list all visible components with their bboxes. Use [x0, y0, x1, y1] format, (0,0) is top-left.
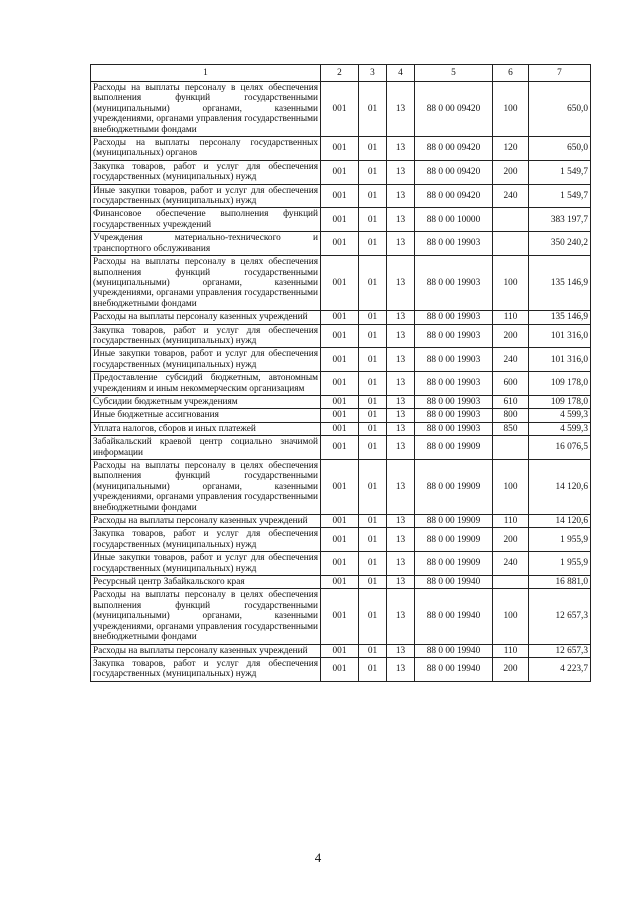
row-name-cell: Расходы на выплаты персоналу государственных (муниципальных) органов — [91, 137, 321, 161]
ministry-code-cell: 001 — [321, 576, 359, 589]
header-col-2: 2 — [321, 65, 359, 82]
amount-cell: 16 076,5 — [529, 436, 591, 460]
expense-type-cell: 240 — [493, 184, 529, 208]
expense-type-cell: 110 — [493, 515, 529, 528]
amount-cell: 135 146,9 — [529, 256, 591, 311]
expense-type-cell: 610 — [493, 395, 529, 408]
row-name-cell: Предоставление субсидий бюджетным, автономным учреждениям и иным некоммерческим организациям — [91, 372, 321, 396]
amount-cell: 12 657,3 — [529, 644, 591, 657]
table-row — [91, 552, 591, 576]
amount-cell: 109 178,0 — [529, 395, 591, 408]
table-row — [91, 311, 591, 324]
target-article-cell: 88 0 00 19909 — [415, 552, 493, 576]
section-code-cell: 01 — [359, 395, 387, 408]
ministry-code-cell: 001 — [321, 372, 359, 396]
expense-type-cell — [493, 232, 529, 256]
table-row — [91, 82, 591, 137]
table-row — [91, 576, 591, 589]
amount-cell: 1 955,9 — [529, 528, 591, 552]
table-row — [91, 137, 591, 161]
table-row — [91, 348, 591, 372]
target-article-cell: 88 0 00 19940 — [415, 576, 493, 589]
section-code-cell: 01 — [359, 208, 387, 232]
row-name-cell: Учреждения материально-технического и транспортного обслуживания — [91, 232, 321, 256]
budget-table — [90, 64, 591, 682]
header-col-4: 4 — [387, 65, 415, 82]
section-code-cell: 01 — [359, 657, 387, 681]
subsection-code-cell: 13 — [387, 184, 415, 208]
section-code-cell: 01 — [359, 232, 387, 256]
table-row — [91, 232, 591, 256]
subsection-code-cell: 13 — [387, 460, 415, 515]
ministry-code-cell: 001 — [321, 644, 359, 657]
target-article-cell: 88 0 00 19903 — [415, 395, 493, 408]
section-code-cell: 01 — [359, 160, 387, 184]
target-article-cell: 88 0 00 19909 — [415, 460, 493, 515]
section-code-cell: 01 — [359, 552, 387, 576]
section-code-cell: 01 — [359, 372, 387, 396]
ministry-code-cell: 001 — [321, 256, 359, 311]
ministry-code-cell: 001 — [321, 82, 359, 137]
target-article-cell: 88 0 00 19909 — [415, 528, 493, 552]
section-code-cell: 01 — [359, 436, 387, 460]
amount-cell: 101 316,0 — [529, 348, 591, 372]
amount-cell: 650,0 — [529, 82, 591, 137]
amount-cell: 14 120,6 — [529, 460, 591, 515]
ministry-code-cell: 001 — [321, 552, 359, 576]
target-article-cell: 88 0 00 09420 — [415, 184, 493, 208]
expense-type-cell: 200 — [493, 657, 529, 681]
ministry-code-cell: 001 — [321, 460, 359, 515]
expense-type-cell — [493, 436, 529, 460]
section-code-cell: 01 — [359, 184, 387, 208]
amount-cell: 1 549,7 — [529, 184, 591, 208]
amount-cell: 101 316,0 — [529, 324, 591, 348]
table-row — [91, 372, 591, 396]
subsection-code-cell: 13 — [387, 422, 415, 435]
row-name-cell: Иные закупки товаров, работ и услуг для обеспечения государственных (муниципальных) нужд — [91, 348, 321, 372]
table-row — [91, 256, 591, 311]
subsection-code-cell: 13 — [387, 528, 415, 552]
ministry-code-cell: 001 — [321, 589, 359, 644]
header-col-1: 1 — [91, 65, 321, 82]
table-row — [91, 184, 591, 208]
table-row — [91, 644, 591, 657]
ministry-code-cell: 001 — [321, 348, 359, 372]
expense-type-cell: 850 — [493, 422, 529, 435]
expense-type-cell: 200 — [493, 324, 529, 348]
expense-type-cell: 120 — [493, 137, 529, 161]
row-name-cell: Закупка товаров, работ и услуг для обеспечения государственных (муниципальных) нужд — [91, 160, 321, 184]
page-number: 4 — [314, 850, 322, 865]
row-name-cell: Расходы на выплаты персоналу в целях обеспечения выполнения функций государственными (муниципальными) органами, казенными учреждениями, органами управления государственными внебюджетными фондами — [91, 589, 321, 644]
subsection-code-cell: 13 — [387, 644, 415, 657]
header-col-3: 3 — [359, 65, 387, 82]
subsection-code-cell: 13 — [387, 589, 415, 644]
subsection-code-cell: 13 — [387, 576, 415, 589]
header-col-5: 5 — [415, 65, 493, 82]
amount-cell: 4 599,3 — [529, 409, 591, 422]
subsection-code-cell: 13 — [387, 160, 415, 184]
subsection-code-cell: 13 — [387, 409, 415, 422]
subsection-code-cell: 13 — [387, 232, 415, 256]
section-code-cell: 01 — [359, 422, 387, 435]
section-code-cell: 01 — [359, 528, 387, 552]
subsection-code-cell: 13 — [387, 436, 415, 460]
ministry-code-cell: 001 — [321, 137, 359, 161]
table-row — [91, 657, 591, 681]
subsection-code-cell: 13 — [387, 324, 415, 348]
expense-type-cell: 100 — [493, 589, 529, 644]
target-article-cell: 88 0 00 19903 — [415, 324, 493, 348]
target-article-cell: 88 0 00 19909 — [415, 436, 493, 460]
table-row — [91, 409, 591, 422]
target-article-cell: 88 0 00 19903 — [415, 232, 493, 256]
row-name-cell: Расходы на выплаты персоналу казенных учреждений — [91, 515, 321, 528]
target-article-cell: 88 0 00 19940 — [415, 657, 493, 681]
amount-cell: 135 146,9 — [529, 311, 591, 324]
section-code-cell: 01 — [359, 409, 387, 422]
target-article-cell: 88 0 00 19940 — [415, 589, 493, 644]
expense-type-cell: 240 — [493, 552, 529, 576]
table-row — [91, 460, 591, 515]
amount-cell: 383 197,7 — [529, 208, 591, 232]
amount-cell: 1 549,7 — [529, 160, 591, 184]
row-name-cell: Забайкальский краевой центр социально значимой информации — [91, 436, 321, 460]
row-name-cell: Иные закупки товаров, работ и услуг для обеспечения государственных (муниципальных) нужд — [91, 184, 321, 208]
ministry-code-cell: 001 — [321, 208, 359, 232]
table-row — [91, 160, 591, 184]
table-row — [91, 324, 591, 348]
subsection-code-cell: 13 — [387, 515, 415, 528]
subsection-code-cell: 13 — [387, 256, 415, 311]
subsection-code-cell: 13 — [387, 137, 415, 161]
expense-type-cell: 110 — [493, 311, 529, 324]
expense-type-cell: 100 — [493, 256, 529, 311]
amount-cell: 4 599,3 — [529, 422, 591, 435]
section-code-cell: 01 — [359, 82, 387, 137]
table-row — [91, 422, 591, 435]
section-code-cell: 01 — [359, 460, 387, 515]
ministry-code-cell: 001 — [321, 311, 359, 324]
subsection-code-cell: 13 — [387, 82, 415, 137]
section-code-cell: 01 — [359, 576, 387, 589]
row-name-cell: Расходы на выплаты персоналу в целях обеспечения выполнения функций государственными (муниципальными) органами, казенными учреждениями, органами управления государственными внебюджетными фондами — [91, 256, 321, 311]
expense-type-cell: 240 — [493, 348, 529, 372]
ministry-code-cell: 001 — [321, 515, 359, 528]
expense-type-cell: 100 — [493, 460, 529, 515]
table-row — [91, 395, 591, 408]
expense-type-cell: 200 — [493, 528, 529, 552]
target-article-cell: 88 0 00 19903 — [415, 409, 493, 422]
target-article-cell: 88 0 00 19903 — [415, 348, 493, 372]
subsection-code-cell: 13 — [387, 395, 415, 408]
target-article-cell: 88 0 00 19903 — [415, 256, 493, 311]
target-article-cell: 88 0 00 19909 — [415, 515, 493, 528]
ministry-code-cell: 001 — [321, 324, 359, 348]
amount-cell: 12 657,3 — [529, 589, 591, 644]
header-col-7: 7 — [529, 65, 591, 82]
expense-type-cell: 100 — [493, 82, 529, 137]
row-name-cell: Расходы на выплаты персоналу казенных учреждений — [91, 644, 321, 657]
ministry-code-cell: 001 — [321, 528, 359, 552]
table-row — [91, 208, 591, 232]
target-article-cell: 88 0 00 19903 — [415, 422, 493, 435]
row-name-cell: Иные закупки товаров, работ и услуг для обеспечения государственных (муниципальных) нужд — [91, 552, 321, 576]
section-code-cell: 01 — [359, 515, 387, 528]
subsection-code-cell: 13 — [387, 208, 415, 232]
amount-cell: 16 881,0 — [529, 576, 591, 589]
row-name-cell: Ресурсный центр Забайкальского края — [91, 576, 321, 589]
ministry-code-cell: 001 — [321, 436, 359, 460]
section-code-cell: 01 — [359, 256, 387, 311]
expense-type-cell: 600 — [493, 372, 529, 396]
ministry-code-cell: 001 — [321, 657, 359, 681]
expense-type-cell: 200 — [493, 160, 529, 184]
ministry-code-cell: 001 — [321, 409, 359, 422]
row-name-cell: Расходы на выплаты персоналу в целях обеспечения выполнения функций государственными (муниципальными) органами, казенными учреждениями, органами управления государственными внебюджетными фондами — [91, 82, 321, 137]
row-name-cell: Закупка товаров, работ и услуг для обеспечения государственных (муниципальных) нужд — [91, 324, 321, 348]
subsection-code-cell: 13 — [387, 372, 415, 396]
target-article-cell: 88 0 00 19903 — [415, 311, 493, 324]
subsection-code-cell: 13 — [387, 552, 415, 576]
amount-cell: 109 178,0 — [529, 372, 591, 396]
row-name-cell: Уплата налогов, сборов и иных платежей — [91, 422, 321, 435]
target-article-cell: 88 0 00 09420 — [415, 82, 493, 137]
subsection-code-cell: 13 — [387, 311, 415, 324]
target-article-cell: 88 0 00 19940 — [415, 644, 493, 657]
section-code-cell: 01 — [359, 137, 387, 161]
ministry-code-cell: 001 — [321, 184, 359, 208]
row-name-cell: Расходы на выплаты персоналу в целях обеспечения выполнения функций государственными (муниципальными) органами, казенными учреждениями, органами управления государственными внебюджетными фондами — [91, 460, 321, 515]
ministry-code-cell: 001 — [321, 232, 359, 256]
amount-cell: 1 955,9 — [529, 552, 591, 576]
table-row — [91, 436, 591, 460]
header-row — [91, 65, 591, 82]
table-row — [91, 589, 591, 644]
target-article-cell: 88 0 00 10000 — [415, 208, 493, 232]
section-code-cell: 01 — [359, 324, 387, 348]
expense-type-cell: 800 — [493, 409, 529, 422]
ministry-code-cell: 001 — [321, 160, 359, 184]
amount-cell: 4 223,7 — [529, 657, 591, 681]
amount-cell: 650,0 — [529, 137, 591, 161]
ministry-code-cell: 001 — [321, 422, 359, 435]
target-article-cell: 88 0 00 09420 — [415, 160, 493, 184]
row-name-cell: Расходы на выплаты персоналу казенных учреждений — [91, 311, 321, 324]
row-name-cell: Закупка товаров, работ и услуг для обеспечения государственных (муниципальных) нужд — [91, 528, 321, 552]
subsection-code-cell: 13 — [387, 657, 415, 681]
expense-type-cell — [493, 208, 529, 232]
expense-type-cell: 110 — [493, 644, 529, 657]
row-name-cell: Субсидии бюджетным учреждениям — [91, 395, 321, 408]
row-name-cell: Иные бюджетные ассигнования — [91, 409, 321, 422]
row-name-cell: Закупка товаров, работ и услуг для обеспечения государственных (муниципальных) нужд — [91, 657, 321, 681]
section-code-cell: 01 — [359, 311, 387, 324]
section-code-cell: 01 — [359, 589, 387, 644]
expense-type-cell — [493, 576, 529, 589]
section-code-cell: 01 — [359, 348, 387, 372]
table-row — [91, 528, 591, 552]
subsection-code-cell: 13 — [387, 348, 415, 372]
row-name-cell: Финансовое обеспечение выполнения функций государственных учреждений — [91, 208, 321, 232]
amount-cell: 14 120,6 — [529, 515, 591, 528]
target-article-cell: 88 0 00 19903 — [415, 372, 493, 396]
header-col-6: 6 — [493, 65, 529, 82]
amount-cell: 350 240,2 — [529, 232, 591, 256]
table-row — [91, 515, 591, 528]
section-code-cell: 01 — [359, 644, 387, 657]
ministry-code-cell: 001 — [321, 395, 359, 408]
target-article-cell: 88 0 00 09420 — [415, 137, 493, 161]
